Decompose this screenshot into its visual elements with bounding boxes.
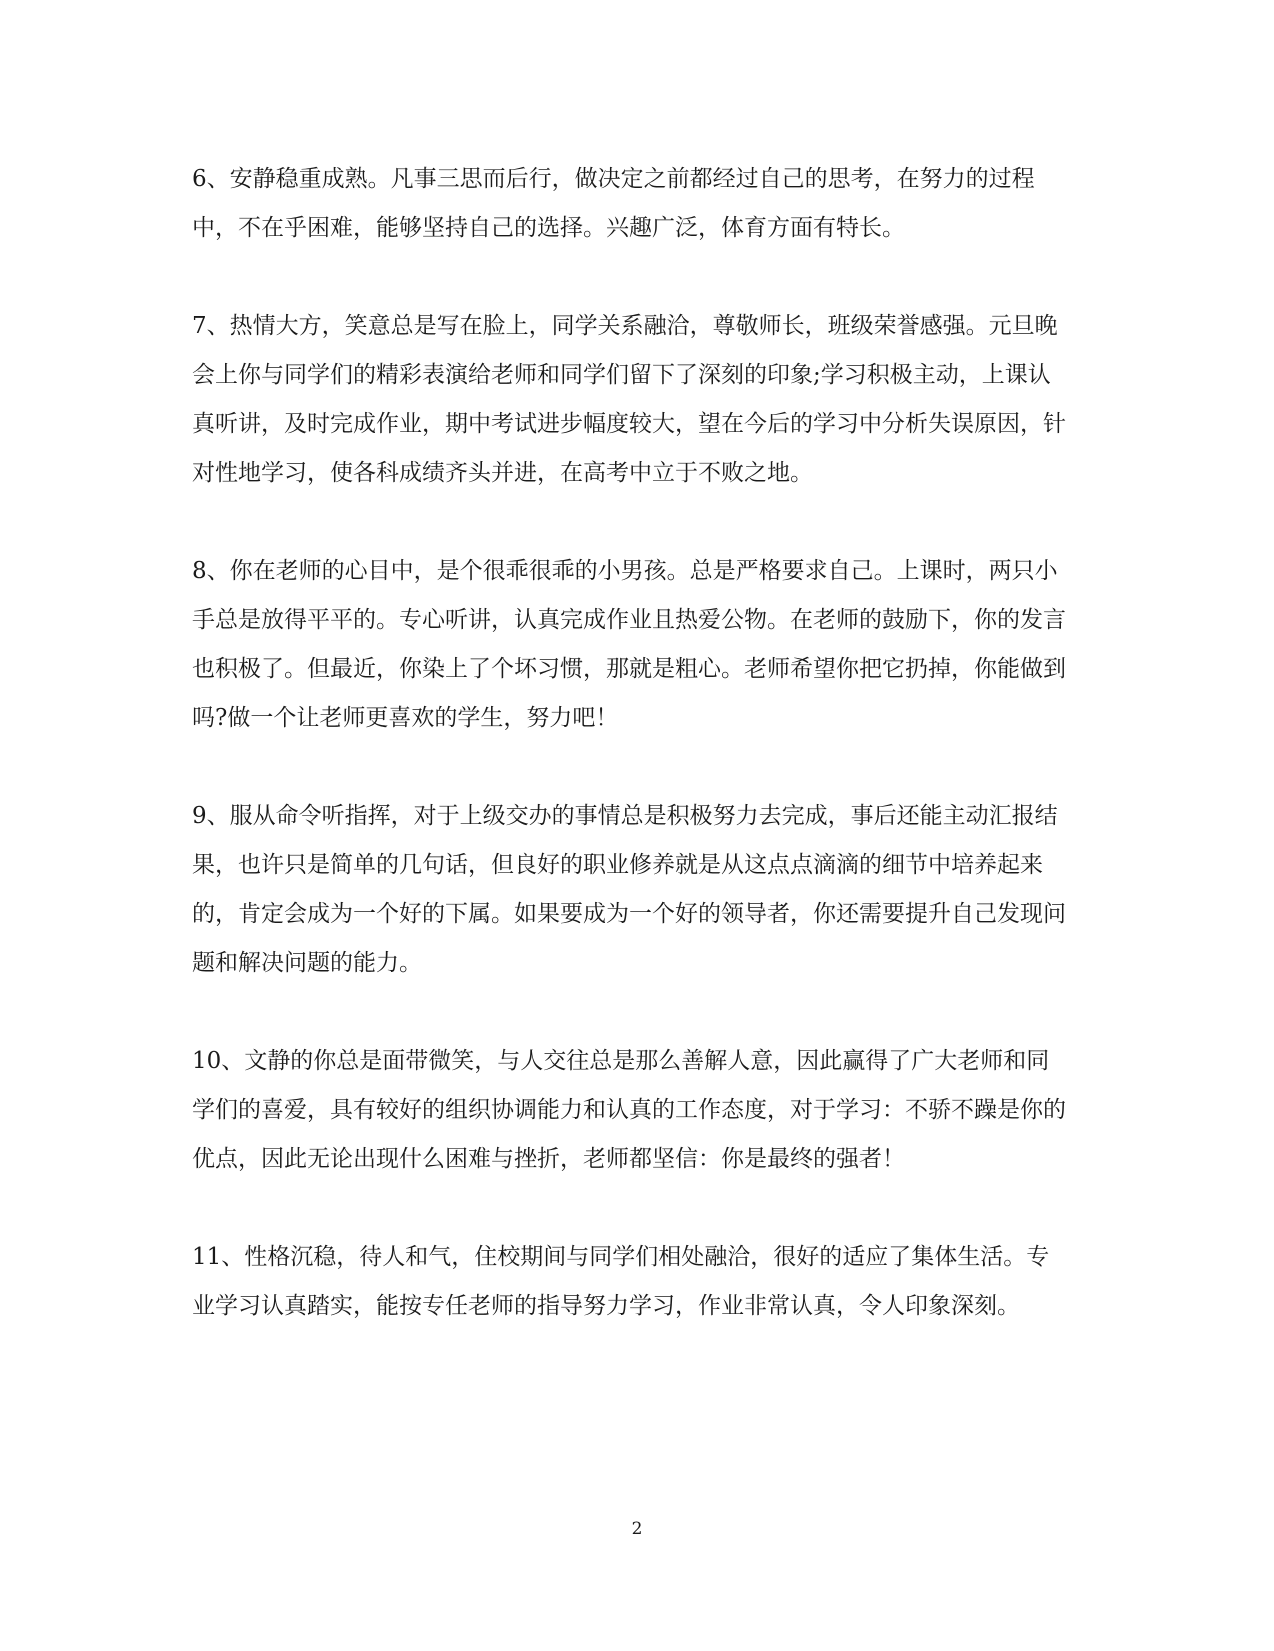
paragraph-11: 11、性格沉稳，待人和气，住校期间与同学们相处融洽，很好的适应了集体生活。专业学习认真踏实，能按专任老师的指导努力学习，作业非常认真，令人印象深刻。 bbox=[192, 1244, 1050, 1319]
paragraph-7: 7、热情大方，笑意总是写在脸上，同学关系融洽，尊敬师长，班级荣誉感强。元旦晚会上你与同学们的精彩表演给老师和同学们留下了深刻的印象;学习积极主动，上课认真听讲，及时完成作业，期中考试进步幅度较大，望在今后的学习中分析失误原因，针对性地学习，使各科成绩齐头并进，在高考中立于不败之地。 bbox=[192, 313, 1066, 486]
paragraph-9: 9、服从命令听指挥，对于上级交办的事情总是积极努力去完成，事后还能主动汇报结果，也许只是简单的几句话，但良好的职业修养就是从这点点滴滴的细节中培养起来的，肯定会成为一个好的下属。如果要成为一个好的领导者，你还需要提升自己发现问题和解决问题的能力。 bbox=[192, 803, 1066, 976]
paragraph-6: 6、安静稳重成熟。凡事三思而后行，做决定之前都经过自己的思考，在努力的过程中，不在乎困难，能够坚持自己的选择。兴趣广泛，体育方面有特长。 bbox=[192, 166, 1035, 241]
paragraph-8: 8、你在老师的心目中，是个很乖很乖的小男孩。总是严格要求自己。上课时，两只小手总是放得平平的。专心听讲，认真完成作业且热爱公物。在老师的鼓励下，你的发言也积极了。但最近，你染上了个坏习惯，那就是粗心。老师希望你把它扔掉，你能做到吗?做一个让老师更喜欢的学生，努力吧！ bbox=[192, 558, 1066, 731]
page-number: 2 bbox=[631, 1519, 643, 1539]
paragraph-10: 10、文静的你总是面带微笑，与人交往总是那么善解人意，因此赢得了广大老师和同学们的喜爱，具有较好的组织协调能力和认真的工作态度，对于学习：不骄不躁是你的优点，因此无论出现什么困难与挫折，老师都坚信：你是最终的强者！ bbox=[192, 1048, 1066, 1172]
document-body bbox=[192, 155, 1072, 1380]
